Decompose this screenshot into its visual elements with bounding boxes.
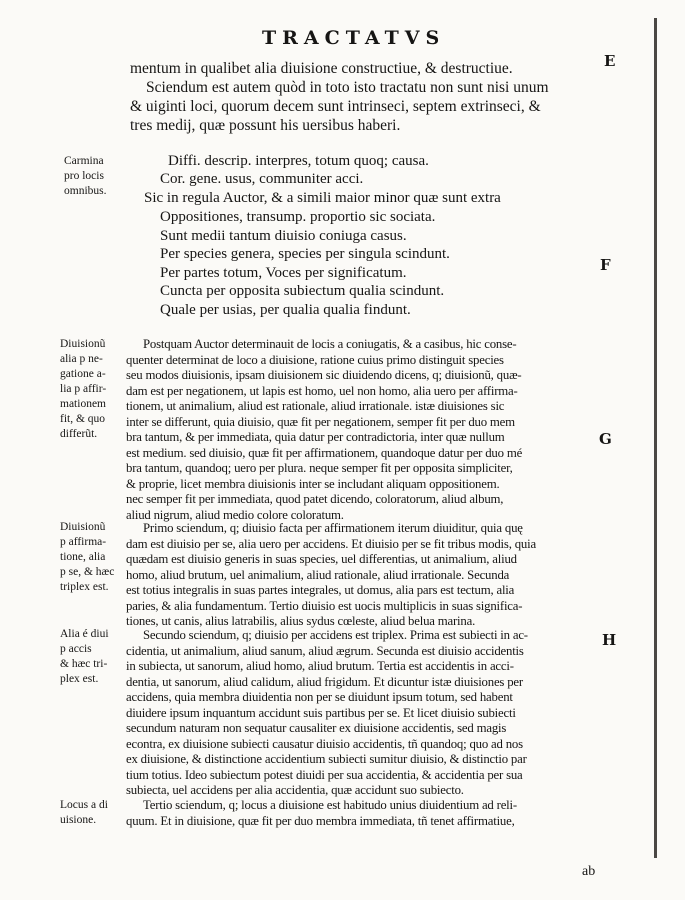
margin-note-line: pro locis [64, 170, 104, 182]
body-line: tiones, ut canis, alius latrabilis, alius sydus cœleste, aliud belua marina. [126, 614, 476, 628]
margin-note-line: fit, & quo [60, 413, 106, 425]
margin-note-line: differũt. [60, 428, 98, 440]
margin-note-line: Alia é diui [60, 628, 109, 640]
body-line: tium totius. Ideo subiectum potest diuidi per sua accidentia, & accidentia per sua [126, 767, 523, 782]
margin-note-line: Diuisionũ [60, 521, 106, 533]
body-line: Postquam Auctor determinauit de locis a coniugatis, & a casibus, hic conse- [143, 337, 517, 351]
margin-note-line: & hæc tri- [60, 658, 108, 670]
margin-note-line: p se, & hæc [60, 566, 115, 578]
intro-line: Sciendum est autem quòd in toto isto tractatu non sunt nisi unum [146, 79, 549, 96]
margin-note-carmina [64, 154, 107, 199]
body-line: in subiecta, ut sanorum, aliud homo, aliud brutum. Tertia est accidentis in acci- [126, 659, 514, 673]
margin-note-locus-a-diuisione [60, 798, 108, 828]
body-line: accidens, quia membra diuidentia non per se diuidunt ipsum totum, sed habent [126, 690, 513, 704]
margin-note-line: tione, alia [60, 551, 106, 563]
verse-line: Per species genera, species per singula scindunt. [160, 246, 450, 262]
body-line: secundum naturam non sequatur causaliter ex diuisione accidentis, sed magis [126, 721, 507, 735]
body-line: subiecta, uel accidens per alia accidentia, quæ accidunt suo subiecto. [126, 783, 464, 797]
verse-line: Sic in regula Auctor, & a simili maior minor quæ sunt extra [144, 190, 501, 206]
body-line: seu modos diuisionis, ipsam diuisionem sic diuidendo dicens, q; diuisionũ, quæ- [126, 368, 522, 382]
body-line: quenter determinat de loco a diuisione, ratione cuius primo distinguit species [126, 352, 504, 367]
body-line: dam est diuisio per se, alia uero per accidens. Et diuisio per se fit tribus modis, quia [126, 536, 536, 551]
body-line: bra tantum, & per immediata, quia datur per contradictoria, inter quæ nullum [126, 430, 505, 444]
margin-note-line: Carmina [64, 155, 104, 167]
body-line: quædam est diuisio generis in suas species, uel differentias, ut animalium, aliud [126, 552, 517, 566]
margin-note-line: triplex est. [60, 581, 109, 593]
running-header: TRACTATVS [262, 27, 446, 49]
verse-line: Oppositiones, transump. proportio sic sociata. [160, 209, 436, 225]
verse-line: Per partes totum, Voces per significatum. [160, 265, 407, 281]
catchword: ab [582, 864, 596, 879]
margin-note-line: Diuisionũ [60, 338, 106, 350]
section-letter-f: F [600, 256, 611, 274]
margin-note-line: plex est. [60, 673, 99, 685]
body-line: quum. Et in diuisione, quæ fit per duo membra immediata, tñ tenet affirmatiue, [126, 813, 515, 828]
margin-note-line: alia p ne- [60, 353, 103, 365]
body-line: econtra, ex diuisione subiecti causatur diuisio accidentis, tñ quandoq; quo ad nos [126, 736, 523, 751]
margin-note-line: Locus a di [60, 799, 108, 811]
verse-line: Cor. gene. usus, communiter acci. [160, 171, 364, 187]
body-line: est medium. sed diuisio, quæ fit per affirmationem, quandoque datur per duo mé [126, 445, 523, 460]
body-line: tionem, ut animalium, aliud est rationale, aliud irrationale. istæ diuisiones sic [126, 399, 505, 413]
margin-note-diuisionum-affirmatione [60, 520, 114, 595]
margin-note-line: lia p affir- [60, 383, 107, 395]
body-line: bra tantum, quandoq; uero per plura. neque semper fit per opposita simpliciter, [126, 461, 513, 475]
section-letter-h: H [602, 631, 617, 649]
body-line: paries, & alia fundamentum. Tertio diuisio est uocis multiplicis in suas significa- [126, 598, 523, 613]
margin-note-line: omnibus. [64, 185, 107, 197]
margin-note-line: uisione. [60, 814, 97, 826]
body-line: ex diuisione, & distinctione accidentium subiecti sumitur diuisio, & distinctio par [126, 752, 527, 766]
body-line: inter se differunt, quia diuisio, quæ fit per negationem, semper fit per duo mem [126, 414, 515, 429]
body-line: dam est per negationem, ut lapis est homo, uel non homo, alia uero per affirma- [126, 383, 518, 398]
page-edge-line [654, 18, 657, 858]
margin-note-line: p affirma- [60, 536, 107, 548]
intro-line: tres medij, quæ possunt his uersibus haberi. [130, 117, 401, 134]
verse-line: Cuncta per opposita subiectum qualia scindunt. [160, 283, 445, 299]
body-line: est totius integralis in suas partes integrales, ut domus, alia pars est tectum, alia [126, 583, 515, 597]
verse-line: Diffi. descrip. interpres, totum quoq; causa. [168, 153, 429, 169]
verse-line: Sunt medii tantum diuisio coniuga casus. [160, 228, 407, 244]
section-letter-g: G [599, 430, 612, 448]
body-line: diuidere ipsum inquantum accidunt suis partibus per se. Et licet diuisio subiecti [126, 705, 516, 720]
section-letter-e: E [604, 52, 616, 70]
margin-note-line: p accis [60, 643, 92, 655]
margin-note-diuisionum-negatione [60, 337, 106, 442]
body-line: aliud nigrum, aliud medio colore coloratum. [126, 507, 344, 522]
body-line: cidentia, ut animalium, aliud sanum, aliud ægrum. Secunda est diuisio accidentis [126, 643, 524, 658]
body-line: Tertio sciendum, q; locus a diuisione est habitudo unius diuidentium ad reli- [143, 798, 517, 812]
margin-note-per-accidens [60, 627, 109, 687]
body-line: Primo sciendum, q; diuisio facta per affirmationem iterum diuiditur, quia quę [143, 521, 523, 535]
intro-line: & uiginti loci, quorum decem sunt intrinseci, septem extrinseci, & [130, 98, 541, 115]
body-line: homo, aliud brutum, uel animalium, aliud rationale, aliud irrationale. Secunda [126, 567, 510, 582]
verse-line: Quale per usias, per qualia qualia findunt. [160, 302, 411, 318]
body-line: Secundo sciendum, q; diuisio per accidens est triplex. Prima est subiecti in ac- [143, 628, 528, 642]
body-line: dentia, ut sanorum, aliud calidum, aliud frigidum. Et dicuntur istæ diuisiones per [126, 674, 523, 689]
margin-note-line: mationem [60, 398, 106, 410]
margin-note-line: gatione a- [60, 368, 106, 380]
intro-line: mentum in qualibet alia diuisione constructiue, & destructiue. [130, 60, 513, 77]
body-line: & proprie, licet membra diuisionis inter se includant aliquam oppositionem. [126, 476, 500, 491]
body-line: nec semper fit per immediata, quod patet dicendo, coloratorum, aliud album, [126, 492, 504, 506]
